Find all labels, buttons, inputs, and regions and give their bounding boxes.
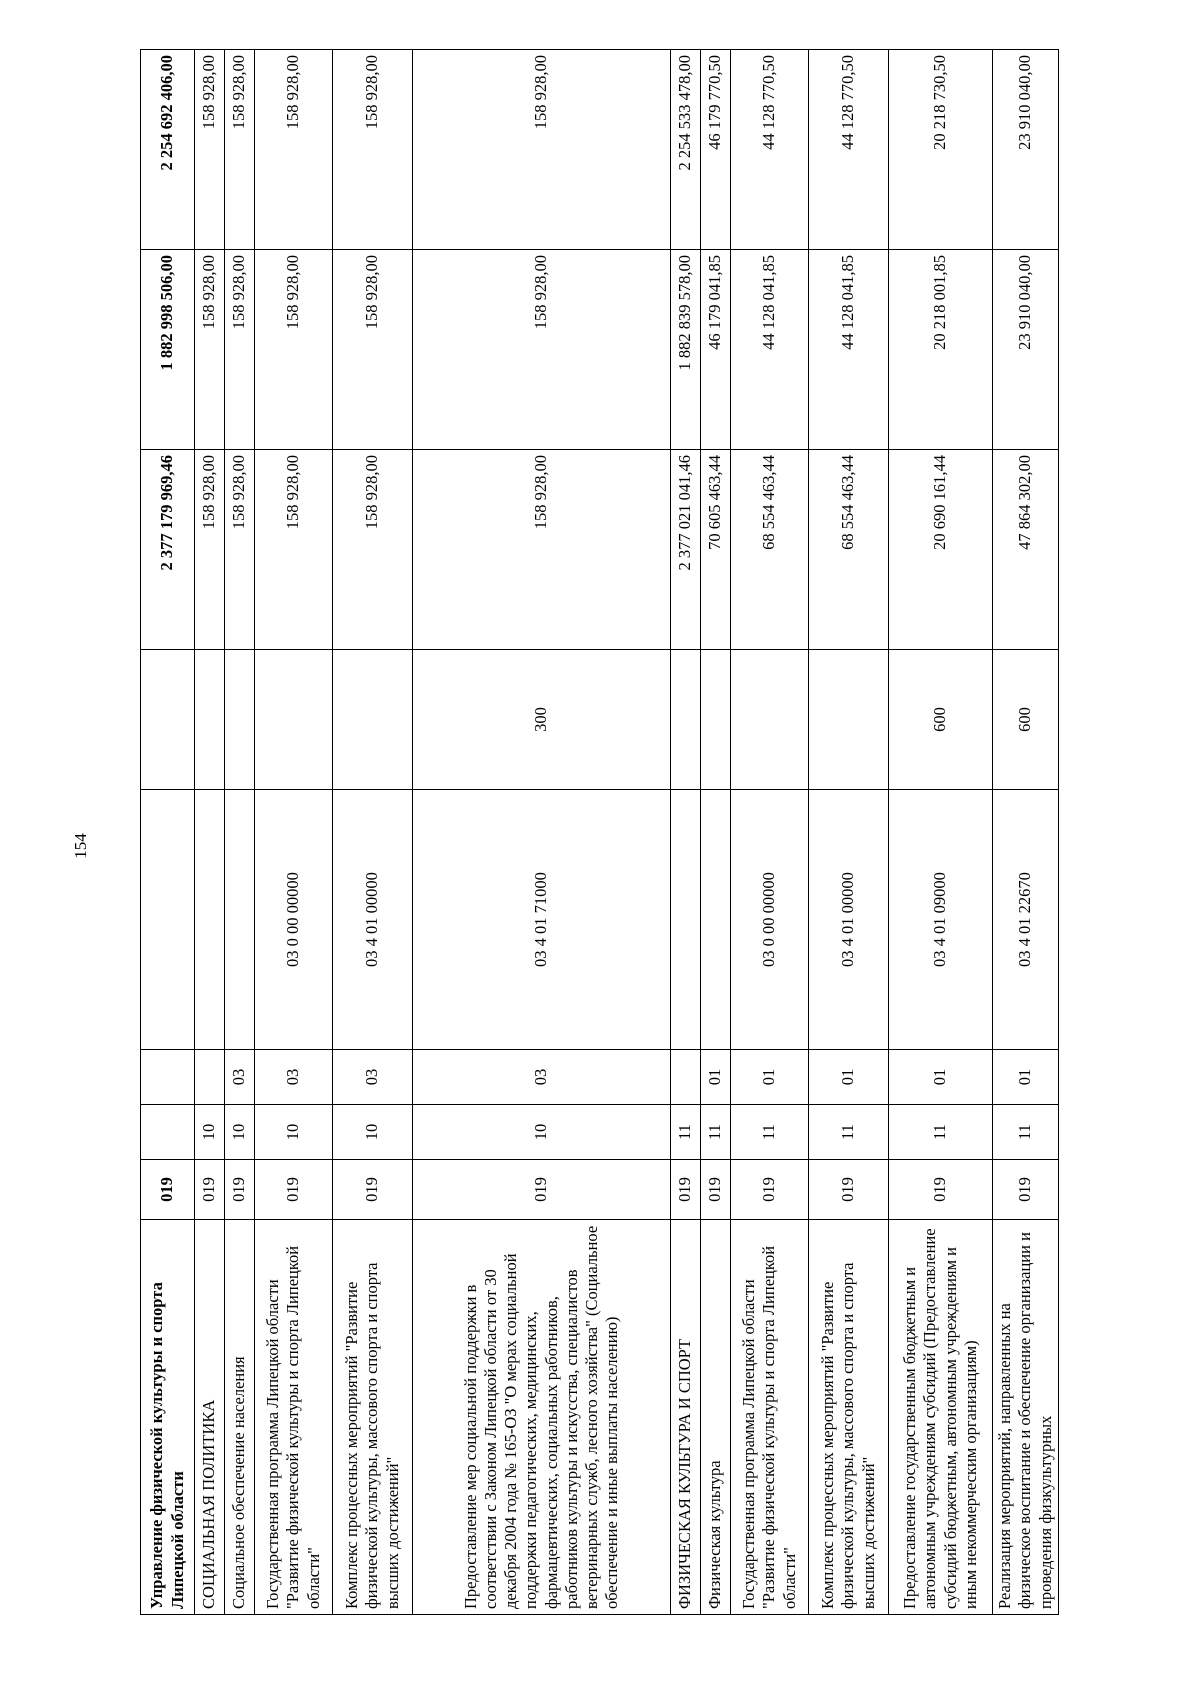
row-name: Реализация мероприятий, направленных на физическое воспитание и обеспечение организации и проведения физкультурных (993, 1220, 1059, 1615)
row-amount-year3: 158 928,00 (413, 50, 671, 250)
row-expense-type: 600 (993, 650, 1059, 790)
page-number: 154 (70, 833, 90, 859)
row-expense-type (225, 650, 255, 790)
row-subsection-code (141, 1050, 195, 1105)
row-amount-year1: 2 377 179 969,46 (141, 450, 195, 650)
row-grbs-code: 019 (255, 1160, 333, 1220)
row-subsection-code: 03 (225, 1050, 255, 1105)
row-amount-year3: 20 218 730,50 (889, 50, 993, 250)
row-section-code (141, 1105, 195, 1160)
row-amount-year2: 44 128 041,85 (809, 250, 889, 450)
row-grbs-code: 019 (809, 1160, 889, 1220)
row-grbs-code: 019 (701, 1160, 731, 1220)
row-target-article: 03 0 00 00000 (255, 790, 333, 1050)
row-target-article: 03 4 01 09000 (889, 790, 993, 1050)
row-amount-year1: 158 928,00 (225, 450, 255, 650)
row-amount-year2: 1 882 839 578,00 (671, 250, 701, 450)
table-row (255, 50, 333, 1615)
row-grbs-code: 019 (671, 1160, 701, 1220)
table-row (413, 50, 671, 1615)
row-amount-year2: 158 928,00 (195, 250, 225, 450)
row-amount-year1: 20 690 161,44 (889, 450, 993, 650)
table-row (731, 50, 809, 1615)
row-target-article: 03 4 01 00000 (809, 790, 889, 1050)
row-target-article (671, 790, 701, 1050)
row-name: Комплекс процессных мероприятий "Развитие физической культуры, массового спорта и спорта высших достижений" (333, 1220, 413, 1615)
row-amount-year2: 158 928,00 (225, 250, 255, 450)
row-target-article: 03 0 00 00000 (731, 790, 809, 1050)
row-amount-year1: 70 605 463,44 (701, 450, 731, 650)
row-section-code: 10 (333, 1105, 413, 1160)
row-amount-year2: 158 928,00 (255, 250, 333, 450)
row-target-article (195, 790, 225, 1050)
row-section-code: 11 (731, 1105, 809, 1160)
row-section-code: 10 (255, 1105, 333, 1160)
row-subsection-code: 03 (255, 1050, 333, 1105)
row-name: СОЦИАЛЬНАЯ ПОЛИТИКА (195, 1220, 225, 1615)
row-amount-year1: 2 377 021 041,46 (671, 450, 701, 650)
table-row (141, 50, 195, 1615)
row-grbs-code: 019 (993, 1160, 1059, 1220)
row-grbs-code: 019 (333, 1160, 413, 1220)
row-amount-year3: 158 928,00 (333, 50, 413, 250)
table-row (993, 50, 1059, 1615)
row-subsection-code: 01 (889, 1050, 993, 1105)
table-row (809, 50, 889, 1615)
row-section-code: 10 (195, 1105, 225, 1160)
row-amount-year2: 158 928,00 (333, 250, 413, 450)
row-amount-year1: 158 928,00 (413, 450, 671, 650)
table-row (889, 50, 993, 1615)
row-grbs-code: 019 (225, 1160, 255, 1220)
row-grbs-code: 019 (889, 1160, 993, 1220)
row-section-code: 11 (701, 1105, 731, 1160)
row-section-code: 10 (225, 1105, 255, 1160)
row-section-code: 11 (671, 1105, 701, 1160)
row-section-code: 10 (413, 1105, 671, 1160)
row-name: ФИЗИЧЕСКАЯ КУЛЬТУРА И СПОРТ (671, 1220, 701, 1615)
row-name: Физическая культура (701, 1220, 731, 1615)
row-amount-year1: 68 554 463,44 (731, 450, 809, 650)
row-subsection-code (195, 1050, 225, 1105)
row-amount-year2: 23 910 040,00 (993, 250, 1059, 450)
row-subsection-code: 01 (701, 1050, 731, 1105)
row-amount-year2: 44 128 041,85 (731, 250, 809, 450)
row-amount-year3: 46 179 770,50 (701, 50, 731, 250)
row-subsection-code (671, 1050, 701, 1105)
row-expense-type: 600 (889, 650, 993, 790)
row-amount-year3: 44 128 770,50 (809, 50, 889, 250)
row-subsection-code: 03 (333, 1050, 413, 1105)
row-amount-year3: 44 128 770,50 (731, 50, 809, 250)
rotated-table-wrapper (140, 50, 1070, 1615)
row-grbs-code: 019 (413, 1160, 671, 1220)
row-target-article: 03 4 01 71000 (413, 790, 671, 1050)
row-name: Государственная программа Липецкой области "Развитие физической культуры и спорта Липецкой области" (731, 1220, 809, 1615)
row-amount-year3: 158 928,00 (225, 50, 255, 250)
row-grbs-code: 019 (141, 1160, 195, 1220)
row-name: Комплекс процессных мероприятий "Развитие физической культуры, массового спорта и спорта высших достижений" (809, 1220, 889, 1615)
row-section-code: 11 (993, 1105, 1059, 1160)
row-amount-year1: 158 928,00 (255, 450, 333, 650)
row-amount-year3: 158 928,00 (195, 50, 225, 250)
row-target-article (701, 790, 731, 1050)
row-target-article: 03 4 01 00000 (333, 790, 413, 1050)
table-row (195, 50, 225, 1615)
row-expense-type (195, 650, 225, 790)
row-expense-type (701, 650, 731, 790)
row-amount-year2: 1 882 998 506,00 (141, 250, 195, 450)
row-amount-year3: 23 910 040,00 (993, 50, 1059, 250)
row-name: Социальное обеспечение населения (225, 1220, 255, 1615)
row-expense-type (141, 650, 195, 790)
budget-table (140, 49, 1059, 1615)
row-name: Управление физической культуры и спорта Липецкой области (141, 1220, 195, 1615)
row-amount-year3: 158 928,00 (255, 50, 333, 250)
row-amount-year3: 2 254 692 406,00 (141, 50, 195, 250)
row-expense-type (809, 650, 889, 790)
row-expense-type (333, 650, 413, 790)
row-section-code: 11 (809, 1105, 889, 1160)
row-subsection-code: 03 (413, 1050, 671, 1105)
row-section-code: 11 (889, 1105, 993, 1160)
row-expense-type: 300 (413, 650, 671, 790)
table-row (701, 50, 731, 1615)
row-amount-year3: 2 254 533 478,00 (671, 50, 701, 250)
row-expense-type (671, 650, 701, 790)
row-name: Предоставление государственным бюджетным и автономным учреждениям субсидий (Предоставление субсидий бюджетным, автономным учреждениям и иным некоммерческим организациям) (889, 1220, 993, 1615)
table-row (333, 50, 413, 1615)
row-amount-year1: 47 864 302,00 (993, 450, 1059, 650)
row-amount-year1: 68 554 463,44 (809, 450, 889, 650)
row-target-article (141, 790, 195, 1050)
row-name: Государственная программа Липецкой области "Развитие физической культуры и спорта Липецкой области" (255, 1220, 333, 1615)
row-amount-year2: 46 179 041,85 (701, 250, 731, 450)
row-grbs-code: 019 (195, 1160, 225, 1220)
row-expense-type (255, 650, 333, 790)
row-subsection-code: 01 (993, 1050, 1059, 1105)
row-expense-type (731, 650, 809, 790)
table-row (671, 50, 701, 1615)
row-amount-year2: 20 218 001,85 (889, 250, 993, 450)
row-subsection-code: 01 (809, 1050, 889, 1105)
row-amount-year2: 158 928,00 (413, 250, 671, 450)
row-target-article (225, 790, 255, 1050)
row-subsection-code: 01 (731, 1050, 809, 1105)
row-target-article: 03 4 01 22670 (993, 790, 1059, 1050)
row-grbs-code: 019 (731, 1160, 809, 1220)
row-amount-year1: 158 928,00 (333, 450, 413, 650)
row-name: Предоставление мер социальной поддержки в соответствии с Законом Липецкой области от 30 декабря 2004 года № 165-ОЗ "О мерах социальной поддержки педагогических, медицинских, фармацевтических, социальных работников, работников культуры и искусства, специалистов ветеринарных служб, лесного хозяйства" (Социальное обеспечение и иные выплаты населению) (413, 1220, 671, 1615)
row-amount-year1: 158 928,00 (195, 450, 225, 650)
table-row (225, 50, 255, 1615)
